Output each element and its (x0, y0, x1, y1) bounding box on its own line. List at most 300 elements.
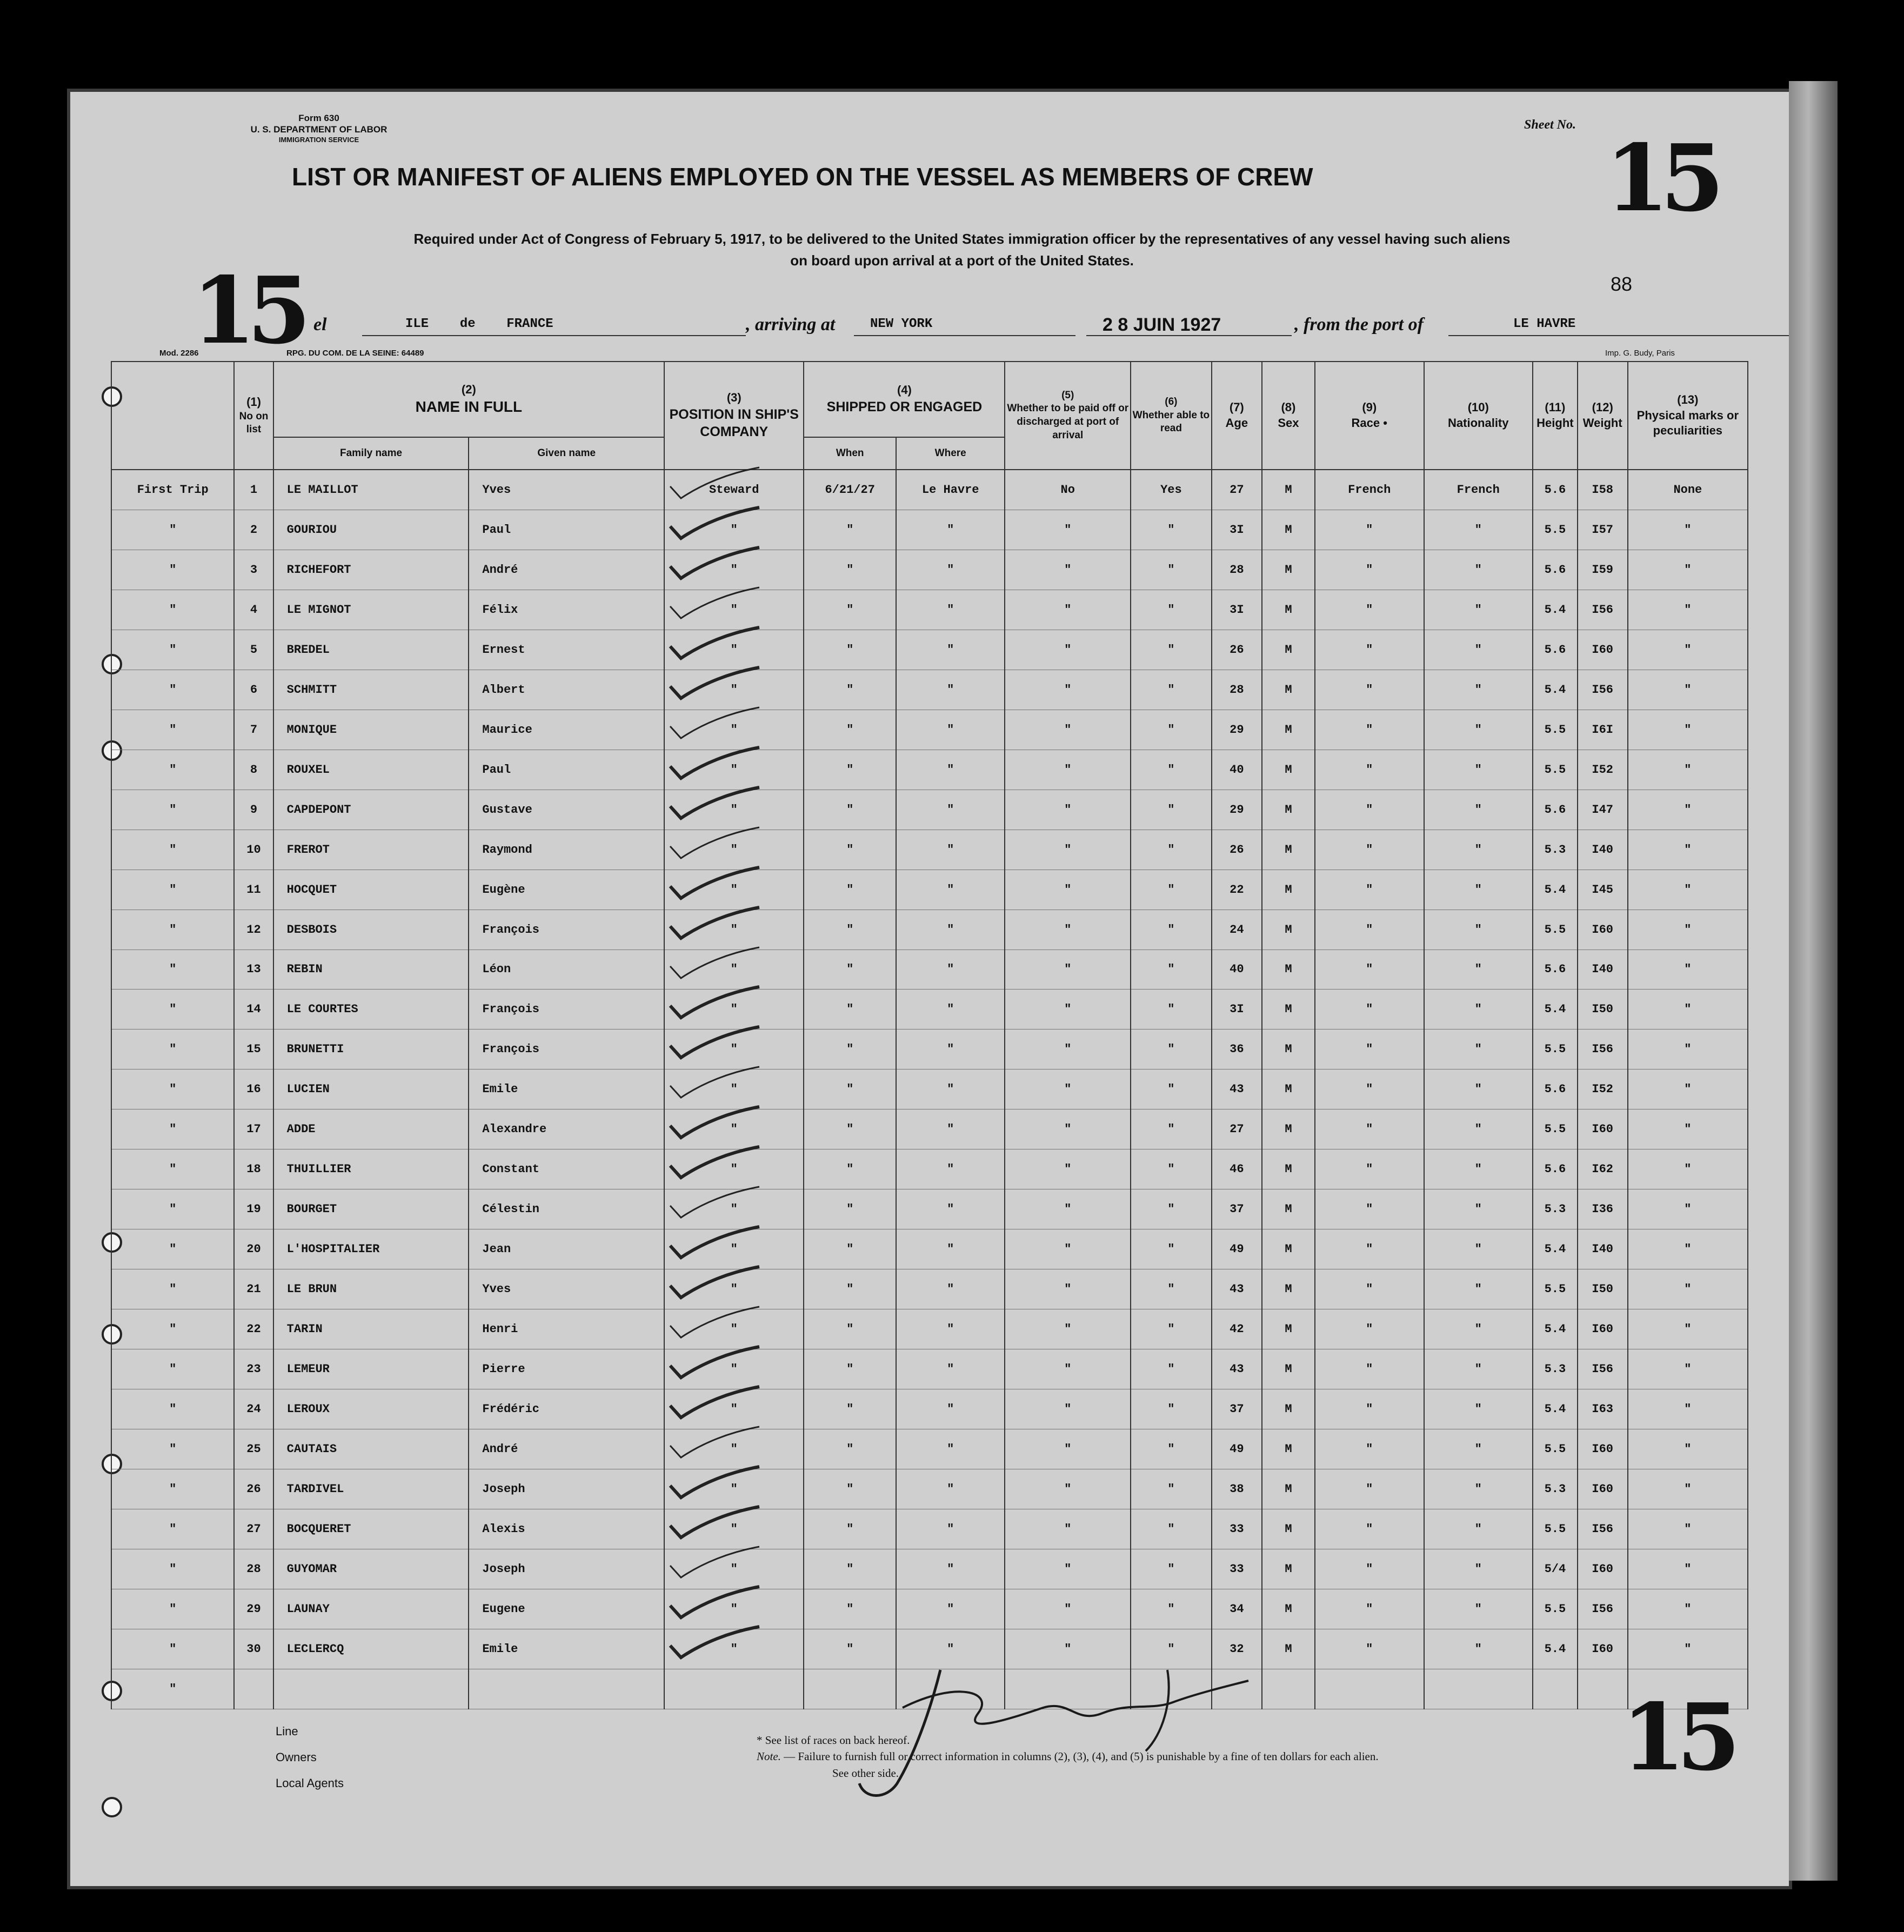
row-number: 26 (234, 1469, 273, 1509)
physical-marks: " (1628, 1309, 1748, 1349)
row-number: 30 (234, 1629, 273, 1669)
row-note: " (111, 1509, 234, 1549)
row-number: 21 (234, 1269, 273, 1309)
col-no-header: (1) No on list (234, 362, 273, 470)
race: " (1315, 1269, 1424, 1309)
race: " (1315, 1309, 1424, 1349)
race: " (1315, 1229, 1424, 1269)
nationality: " (1424, 750, 1533, 790)
table-row (111, 710, 1748, 750)
family-name: LE BRUN (273, 1269, 469, 1309)
able-to-read: " (1131, 830, 1212, 870)
shipped-when: " (804, 1309, 896, 1349)
row-number: 12 (234, 910, 273, 950)
race: " (1315, 1109, 1424, 1149)
able-to-read: " (1131, 1389, 1212, 1429)
note-column-header (111, 362, 234, 470)
physical-marks: " (1628, 790, 1748, 830)
table-row (111, 830, 1748, 870)
race: " (1315, 750, 1424, 790)
table-row (111, 1509, 1748, 1549)
sex: M (1262, 870, 1315, 910)
row-note: " (111, 1549, 234, 1589)
race: French (1315, 470, 1424, 510)
paid-off: " (1005, 1549, 1131, 1589)
age: 43 (1212, 1269, 1262, 1309)
nationality: " (1424, 1469, 1533, 1509)
physical-marks: " (1628, 1149, 1748, 1189)
physical-marks: " (1628, 1589, 1748, 1629)
paid-off: " (1005, 510, 1131, 550)
age: 40 (1212, 750, 1262, 790)
row-number: 11 (234, 870, 273, 910)
race (1315, 1669, 1424, 1709)
nationality: " (1424, 1589, 1533, 1629)
row-note: " (111, 1269, 234, 1309)
vessel-label: el (313, 315, 327, 335)
row-note: First Trip (111, 470, 234, 510)
race: " (1315, 1469, 1424, 1509)
paid-off: No (1005, 470, 1131, 510)
paid-off: " (1005, 1349, 1131, 1389)
paid-off: " (1005, 670, 1131, 710)
row-number: 18 (234, 1149, 273, 1189)
age: 36 (1212, 1029, 1262, 1069)
nationality: " (1424, 710, 1533, 750)
owners-label: Owners (276, 1750, 317, 1764)
shipped-where: " (896, 1069, 1005, 1109)
sex: M (1262, 950, 1315, 990)
row-number: 16 (234, 1069, 273, 1109)
nationality: " (1424, 630, 1533, 670)
family-name: ADDE (273, 1109, 469, 1149)
weight: I58 (1578, 470, 1628, 510)
row-number: 29 (234, 1589, 273, 1629)
weight: I50 (1578, 1269, 1628, 1309)
position: " (664, 630, 804, 670)
paid-off: " (1005, 1069, 1131, 1109)
nationality: " (1424, 1189, 1533, 1229)
given-name: François (469, 910, 664, 950)
family-name: BRUNETTI (273, 1029, 469, 1069)
able-to-read: " (1131, 790, 1212, 830)
shipped-where: " (896, 870, 1005, 910)
shipped-where: " (896, 910, 1005, 950)
able-to-read: " (1131, 1029, 1212, 1069)
weight: I60 (1578, 1109, 1628, 1149)
sex: M (1262, 1429, 1315, 1469)
weight: I59 (1578, 550, 1628, 590)
col-height-header: (11) Height (1533, 362, 1578, 470)
shipped-where: " (896, 1349, 1005, 1389)
row-note: " (111, 990, 234, 1029)
row-note: " (111, 1469, 234, 1509)
shipped-when: " (804, 1429, 896, 1469)
family-name: LE COURTES (273, 990, 469, 1029)
from-port-label: , from the port of (1294, 315, 1424, 335)
able-to-read: " (1131, 1589, 1212, 1629)
table-row (111, 1229, 1748, 1269)
physical-marks: " (1628, 950, 1748, 990)
family-name: GUYOMAR (273, 1549, 469, 1589)
shipped-where: " (896, 790, 1005, 830)
race: " (1315, 1149, 1424, 1189)
race: " (1315, 590, 1424, 630)
given-name: André (469, 1429, 664, 1469)
paid-off: " (1005, 550, 1131, 590)
position: " (664, 710, 804, 750)
position: " (664, 590, 804, 630)
position: " (664, 1509, 804, 1549)
given-name: Eugene (469, 1589, 664, 1629)
local-agents-label: Local Agents (276, 1776, 344, 1790)
sex: M (1262, 750, 1315, 790)
shipped-when: " (804, 510, 896, 550)
sex: M (1262, 470, 1315, 510)
sheet-number: 15 (1605, 124, 1716, 232)
sex: M (1262, 990, 1315, 1029)
family-name: REBIN (273, 950, 469, 990)
able-to-read: " (1131, 710, 1212, 750)
row-number: 1 (234, 470, 273, 510)
col-name-header: (2) NAME IN FULL (273, 362, 664, 437)
age: 3I (1212, 510, 1262, 550)
row-number: 20 (234, 1229, 273, 1269)
given-name: Joseph (469, 1469, 664, 1509)
physical-marks: " (1628, 510, 1748, 550)
position: " (664, 1229, 804, 1269)
document-title: LIST OR MANIFEST OF ALIENS EMPLOYED ON THE VESSEL AS MEMBERS OF CREW (292, 163, 1313, 191)
service-label: IMMIGRATION SERVICE (278, 135, 359, 144)
col-nationality-header: (10) Nationality (1424, 362, 1533, 470)
position: " (664, 1149, 804, 1189)
weight: I47 (1578, 790, 1628, 830)
family-name: LAUNAY (273, 1589, 469, 1629)
row-note: " (111, 1029, 234, 1069)
weight: I60 (1578, 1429, 1628, 1469)
shipped-when: " (804, 870, 896, 910)
shipped-where: " (896, 1189, 1005, 1229)
nationality: " (1424, 1549, 1533, 1589)
physical-marks: " (1628, 1229, 1748, 1269)
age: 34 (1212, 1589, 1262, 1629)
shipped-when: " (804, 1509, 896, 1549)
position: " (664, 1349, 804, 1389)
height: 5.4 (1533, 870, 1578, 910)
physical-marks: " (1628, 1509, 1748, 1549)
shipped-where: " (896, 1029, 1005, 1069)
weight: I56 (1578, 1029, 1628, 1069)
shipped-where: " (896, 1509, 1005, 1549)
table-row (111, 1069, 1748, 1109)
col-when-header: When (804, 437, 896, 470)
nationality: " (1424, 950, 1533, 990)
able-to-read: " (1131, 1109, 1212, 1149)
page-edge (1789, 81, 1838, 1881)
row-number: 22 (234, 1309, 273, 1349)
shipped-where: " (896, 630, 1005, 670)
table-row (111, 1469, 1748, 1509)
row-note: " (111, 630, 234, 670)
able-to-read: " (1131, 1509, 1212, 1549)
height: 5.5 (1533, 910, 1578, 950)
row-note: " (111, 1629, 234, 1669)
age: 24 (1212, 910, 1262, 950)
weight: I63 (1578, 1389, 1628, 1429)
table-row (111, 790, 1748, 830)
col-marks-header: (13) Physical marks or peculiarities (1628, 362, 1748, 470)
height: 5.6 (1533, 1149, 1578, 1189)
mod-number: Mod. 2286 (159, 349, 199, 358)
nationality: " (1424, 910, 1533, 950)
sex: M (1262, 1389, 1315, 1429)
race: " (1315, 1429, 1424, 1469)
shipped-where: " (896, 950, 1005, 990)
nationality: " (1424, 790, 1533, 830)
row-note: " (111, 710, 234, 750)
shipped-when: " (804, 590, 896, 630)
row-note: " (111, 590, 234, 630)
height: 5.5 (1533, 1269, 1578, 1309)
position: " (664, 1549, 804, 1589)
age: 33 (1212, 1509, 1262, 1549)
nationality (1424, 1669, 1533, 1709)
able-to-read: " (1131, 990, 1212, 1029)
paid-off: " (1005, 1229, 1131, 1269)
given-name: Maurice (469, 710, 664, 750)
weight: I60 (1578, 1629, 1628, 1669)
shipped-where: " (896, 710, 1005, 750)
paid-off: " (1005, 630, 1131, 670)
arriving-label: , arriving at (746, 315, 836, 335)
height: 5.4 (1533, 1229, 1578, 1269)
position: " (664, 950, 804, 990)
nationality: " (1424, 590, 1533, 630)
sex: M (1262, 1349, 1315, 1389)
row-number: 25 (234, 1429, 273, 1469)
arriving-port: NEW YORK (870, 317, 933, 331)
table-row (111, 950, 1748, 990)
race: " (1315, 990, 1424, 1029)
race: " (1315, 510, 1424, 550)
physical-marks: " (1628, 910, 1748, 950)
weight: I56 (1578, 1349, 1628, 1389)
row-number: 7 (234, 710, 273, 750)
age: 40 (1212, 950, 1262, 990)
position: " (664, 990, 804, 1029)
position: " (664, 1029, 804, 1069)
able-to-read: " (1131, 1269, 1212, 1309)
nationality: French (1424, 470, 1533, 510)
given-name: François (469, 1029, 664, 1069)
table-row (111, 470, 1748, 510)
height: 5.5 (1533, 1509, 1578, 1549)
nationality: " (1424, 1629, 1533, 1669)
table-row (111, 590, 1748, 630)
sex: M (1262, 630, 1315, 670)
shipped-when: " (804, 1389, 896, 1429)
shipped-when: " (804, 1229, 896, 1269)
race: " (1315, 950, 1424, 990)
physical-marks: " (1628, 710, 1748, 750)
family-name: BREDEL (273, 630, 469, 670)
sex: M (1262, 1309, 1315, 1349)
height: 5.3 (1533, 1469, 1578, 1509)
physical-marks: " (1628, 1109, 1748, 1149)
given-name: Félix (469, 590, 664, 630)
able-to-read: " (1131, 1229, 1212, 1269)
physical-marks: " (1628, 1389, 1748, 1429)
shipped-when: " (804, 910, 896, 950)
able-to-read: " (1131, 1549, 1212, 1589)
shipped-where: " (896, 1629, 1005, 1669)
age: 28 (1212, 550, 1262, 590)
note-text: — Failure to furnish full or correct information in columns (2), (3), (4), and (5) is punishable by a fine of ten dollars for each alien. (784, 1750, 1379, 1763)
shipped-where: " (896, 1389, 1005, 1429)
paid-off: " (1005, 1029, 1131, 1069)
position: " (664, 910, 804, 950)
paid-off: " (1005, 1429, 1131, 1469)
subtitle-line-2: on board upon arrival at a port of the United States. (790, 252, 1134, 269)
registry-label: RPG. DU COM. DE LA SEINE: 64489 (286, 349, 424, 358)
row-number: 4 (234, 590, 273, 630)
paid-off: " (1005, 990, 1131, 1029)
weight: I60 (1578, 630, 1628, 670)
paid-off: " (1005, 710, 1131, 750)
row-note: " (111, 1389, 234, 1429)
family-name: BOCQUERET (273, 1509, 469, 1549)
table-row (111, 550, 1748, 590)
able-to-read: " (1131, 1469, 1212, 1509)
paid-off: " (1005, 1629, 1131, 1669)
nationality: " (1424, 1109, 1533, 1149)
age: 22 (1212, 870, 1262, 910)
physical-marks: " (1628, 1069, 1748, 1109)
given-name: François (469, 990, 664, 1029)
age: 32 (1212, 1629, 1262, 1669)
position (664, 1669, 804, 1709)
shipped-when: " (804, 670, 896, 710)
shipped-where: Le Havre (896, 470, 1005, 510)
sex: M (1262, 710, 1315, 750)
family-name: ROUXEL (273, 750, 469, 790)
physical-marks: " (1628, 550, 1748, 590)
height: 5.4 (1533, 990, 1578, 1029)
row-note: " (111, 1589, 234, 1629)
family-name: HOCQUET (273, 870, 469, 910)
row-note: " (111, 910, 234, 950)
weight: I45 (1578, 870, 1628, 910)
nationality: " (1424, 670, 1533, 710)
shipped-where: " (896, 1549, 1005, 1589)
shipped-when: " (804, 990, 896, 1029)
height (1533, 1669, 1578, 1709)
table-row (111, 1189, 1748, 1229)
paid-off: " (1005, 1309, 1131, 1349)
age: 43 (1212, 1069, 1262, 1109)
see-other-side: See other side. (832, 1766, 899, 1780)
age: 3I (1212, 590, 1262, 630)
given-name (469, 1669, 664, 1709)
able-to-read: " (1131, 1149, 1212, 1189)
shipped-where: " (896, 1469, 1005, 1509)
height: 5.4 (1533, 1389, 1578, 1429)
race: " (1315, 550, 1424, 590)
row-note: " (111, 870, 234, 910)
position: " (664, 830, 804, 870)
bottom-stamped-number: 15 (1621, 1683, 1732, 1791)
paid-off: " (1005, 1189, 1131, 1229)
nationality: " (1424, 1269, 1533, 1309)
shipped-where: " (896, 670, 1005, 710)
able-to-read: " (1131, 630, 1212, 670)
shipped-when: " (804, 1549, 896, 1589)
position: " (664, 550, 804, 590)
family-name: SCHMITT (273, 670, 469, 710)
race: " (1315, 790, 1424, 830)
age: 28 (1212, 670, 1262, 710)
col-weight-header: (12) Weight (1578, 362, 1628, 470)
family-name: THUILLIER (273, 1149, 469, 1189)
age: 37 (1212, 1389, 1262, 1429)
table-row (111, 990, 1748, 1029)
weight: I57 (1578, 510, 1628, 550)
sex: M (1262, 790, 1315, 830)
sex: M (1262, 1109, 1315, 1149)
height: 5.6 (1533, 1069, 1578, 1109)
given-name: Alexis (469, 1509, 664, 1549)
shipped-where: " (896, 1149, 1005, 1189)
row-note: " (111, 1349, 234, 1389)
physical-marks: " (1628, 1029, 1748, 1069)
nationality: " (1424, 830, 1533, 870)
physical-marks: " (1628, 670, 1748, 710)
position: " (664, 1189, 804, 1229)
nationality: " (1424, 990, 1533, 1029)
row-note: " (111, 750, 234, 790)
shipped-when: " (804, 1029, 896, 1069)
paid-off: " (1005, 1589, 1131, 1629)
sex: M (1262, 1469, 1315, 1509)
shipped-when: " (804, 1109, 896, 1149)
weight: I36 (1578, 1189, 1628, 1229)
family-name: CAPDEPONT (273, 790, 469, 830)
position: " (664, 1629, 804, 1669)
shipped-when: " (804, 1189, 896, 1229)
row-note: " (111, 1669, 234, 1709)
shipped-where: " (896, 1109, 1005, 1149)
table-row (111, 870, 1748, 910)
sex: M (1262, 1589, 1315, 1629)
age: 46 (1212, 1149, 1262, 1189)
shipped-where: " (896, 1269, 1005, 1309)
position: Steward (664, 470, 804, 510)
row-number: 28 (234, 1549, 273, 1589)
race: " (1315, 670, 1424, 710)
height: 5.4 (1533, 1309, 1578, 1349)
able-to-read: " (1131, 590, 1212, 630)
given-name: Ernest (469, 630, 664, 670)
row-number: 17 (234, 1109, 273, 1149)
weight: I56 (1578, 1509, 1628, 1549)
height: 5/4 (1533, 1549, 1578, 1589)
position: " (664, 870, 804, 910)
col-paid-off-header: (5) Whether to be paid off or discharged at port of arrival (1005, 362, 1131, 470)
physical-marks: " (1628, 1629, 1748, 1669)
paid-off: " (1005, 1269, 1131, 1309)
height: 5.4 (1533, 670, 1578, 710)
row-note: " (111, 510, 234, 550)
